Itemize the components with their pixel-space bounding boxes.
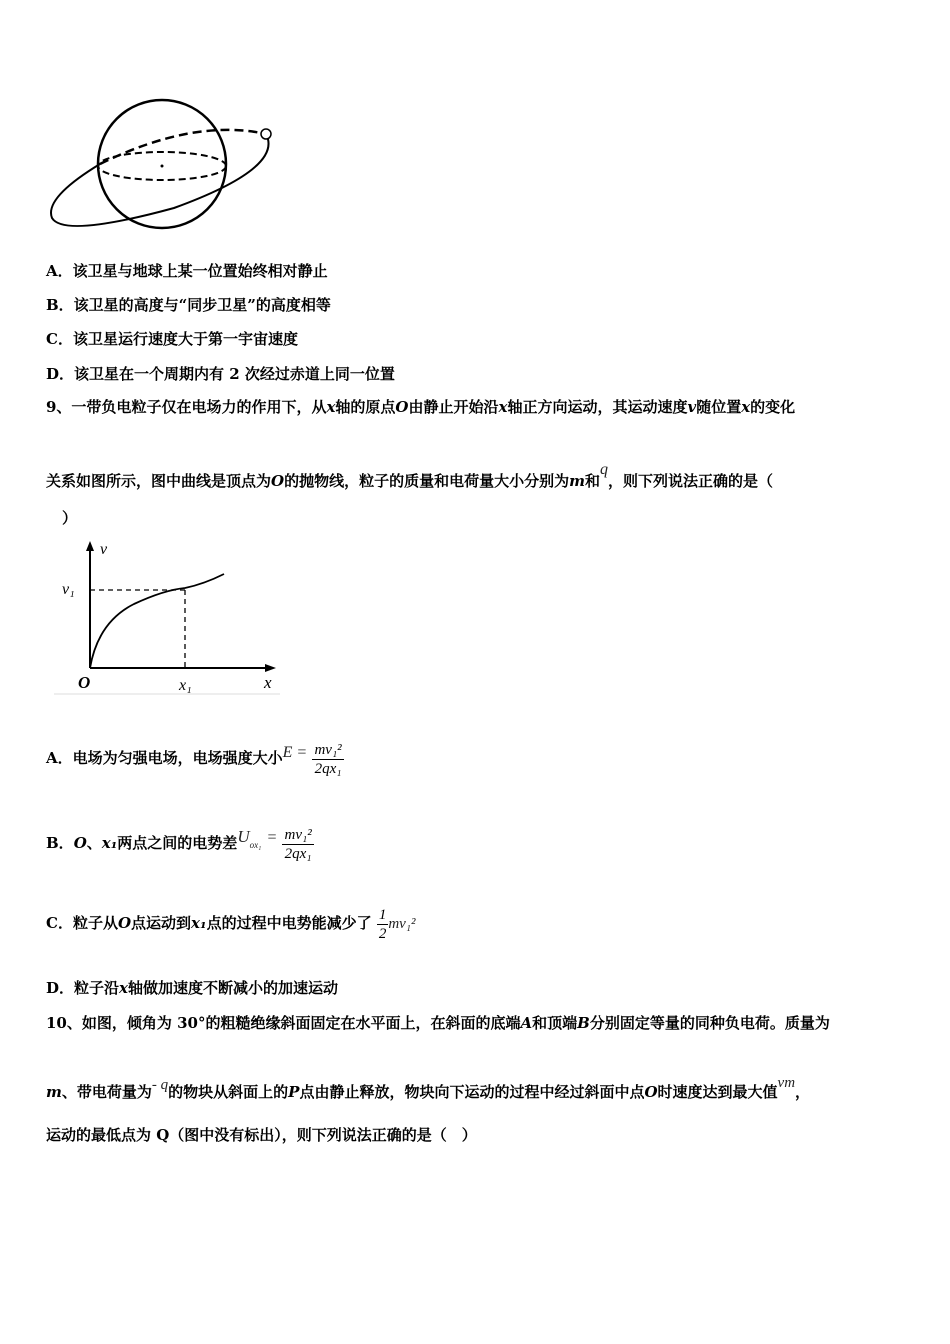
v-axis-label: v [100, 541, 108, 558]
x-axis-arrow [265, 664, 276, 672]
parabola-curve [90, 574, 224, 668]
q9-stem-line2: 关系如图所示，图中曲线是顶点为O的抛物线，粒子的质量和电荷量大小分别为m和$^q$，则下列说法正确的是（ [46, 461, 774, 490]
q10-stem-line1: 10、如图，倾角为 30°的粗糙绝缘斜面固定在水平面上，在斜面的底端A和顶端B分别固定等量的同种负电荷。质量为 [46, 1014, 830, 1032]
v-axis-arrow [86, 541, 94, 551]
q8-option-b: B．该卫星的高度与“同步卫星”的高度相等 [46, 296, 331, 314]
q9-stem-line3: ） [62, 509, 78, 527]
q9-option-d: D．粒子沿x轴做加速度不断减小的加速运动 [46, 979, 338, 997]
q9-option-a: A．电场为匀强电场，电场强度大小E = $\frac{\text{mv₁²}}{\text{2qx₁}}$ [46, 741, 342, 777]
x-axis-label: x [264, 673, 272, 692]
q10-stem-line2: m、带电荷量为$^{- q}$的物块从斜面上的P点由静止释放，物块向下运动的过程中经过斜面中点O时速度达到最大值$^{vm}$， [46, 1075, 811, 1101]
satellite-icon [261, 129, 271, 139]
orbit-back-dashed [100, 130, 266, 164]
v-x-graph [54, 538, 286, 696]
earth-circle [98, 100, 226, 228]
q8-option-c: C．该卫星运行速度大于第一宇宙速度 [46, 330, 298, 348]
origin-label: O [78, 673, 91, 692]
satellite-orbit-figure [44, 98, 279, 233]
q9-option-c: C．粒子从O点运动到x₁点的过程中电势能减少了 $\frac{1}{2}$ mv₁² [46, 906, 416, 942]
q8-option-a: A．该卫星与地球上某一位置始终相对静止 [46, 262, 328, 280]
q9-option-b: B．O、x₁两点之间的电势差Uox₁ = $\frac{\text{mv₁²}}{\text{2qx₁}}$ [46, 826, 312, 862]
q8-option-d: D．该卫星在一个周期内有 2 次经过赤道上同一位置 [46, 365, 395, 383]
q10-stem-line3: 运动的最低点为 Q（图中没有标出），则下列说法正确的是（ ） [46, 1126, 477, 1144]
v1-label: v₁ [62, 581, 75, 598]
q9-stem-line1: 9、一带负电粒子仅在电场力的作用下，从x轴的原点O由静止开始沿x轴正方向运动，其运动速度v随位置x的变化 [46, 398, 796, 416]
x1-label: x₁ [179, 677, 192, 694]
earth-center-dot [161, 165, 164, 168]
